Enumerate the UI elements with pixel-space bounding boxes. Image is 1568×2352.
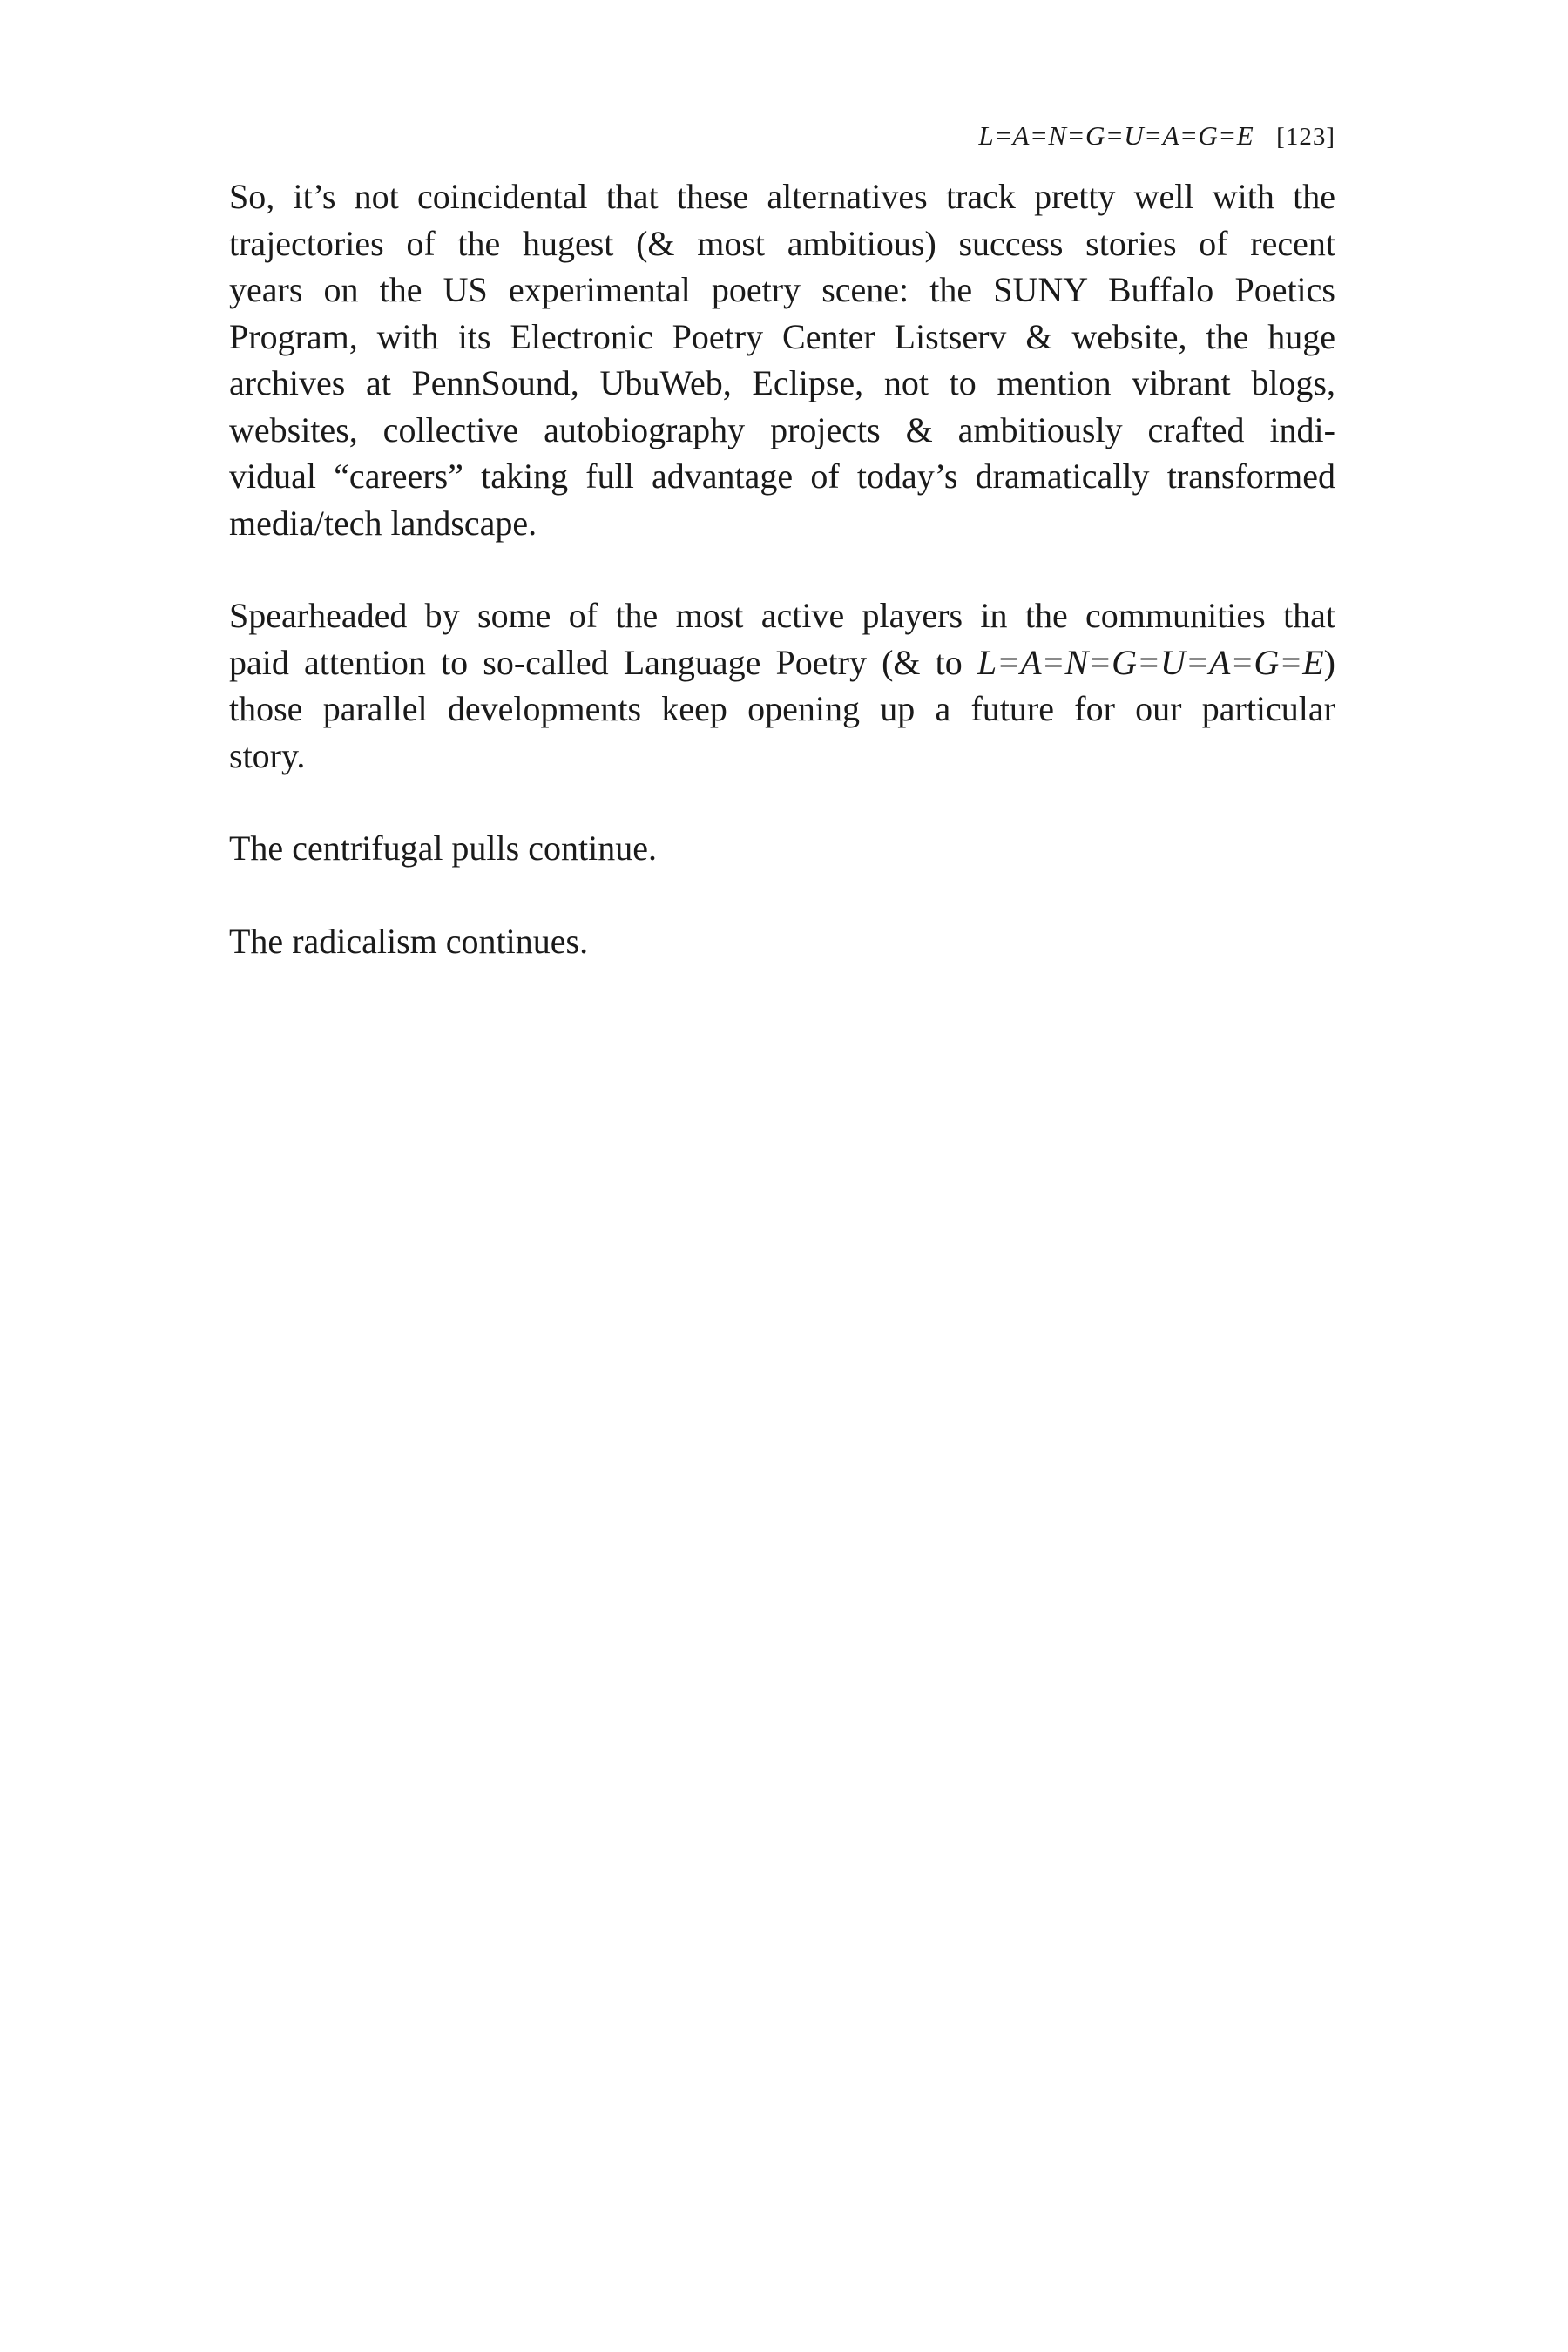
paragraph-2 [229,592,1335,779]
journal-title: L=A=N=G=U=A=G=E [977,642,1324,682]
paragraph-1-line: archives at PennSound, UbuWeb, Eclipse, not to mention vibrant blogs, [229,363,1335,402]
paragraph-2-text: paid attention to so-called Language Poetry (& to [229,642,977,682]
paragraph-1-line: websites, collective autobiography projects & ambitiously crafted indi- [229,409,1335,449]
paragraph-3: The centrifugal pulls continue. [229,828,657,868]
paragraph-2-line: story. [229,735,306,775]
paragraph-2-text: ) [1323,642,1335,682]
paragraph-1-line: years on the US experimental poetry scene: the SUNY Buffalo Poetics [229,270,1335,309]
paragraph-2-line [229,639,1335,686]
paragraph-4: The radicalism continues. [229,921,589,961]
paragraph-1-line: Program, with its Electronic Poetry Center Listserv & website, the huge [229,316,1335,356]
page-number: [123] [1276,123,1335,151]
paragraph-1-line: media/tech landscape. [229,503,537,543]
paragraph-2-line: Spearheaded by some of the most active players in the communities that [229,596,1335,635]
paragraph-1-line: trajectories of the hugest (& most ambitious) success stories of recent [229,223,1335,263]
paragraph-1-line: vidual “careers” taking full advantage of today’s dramatically transformed [229,456,1335,496]
paragraph-2-line: those parallel developments keep opening up a future for our particular [229,689,1335,728]
running-head-title: L=A=N=G=U=A=G=E [978,120,1254,151]
paragraph-1-line: So, it’s not coincidental that these alternatives track pretty well with the [229,177,1335,216]
body-text [229,173,1335,1010]
paragraph-1 [229,173,1335,546]
running-head [978,118,1335,154]
